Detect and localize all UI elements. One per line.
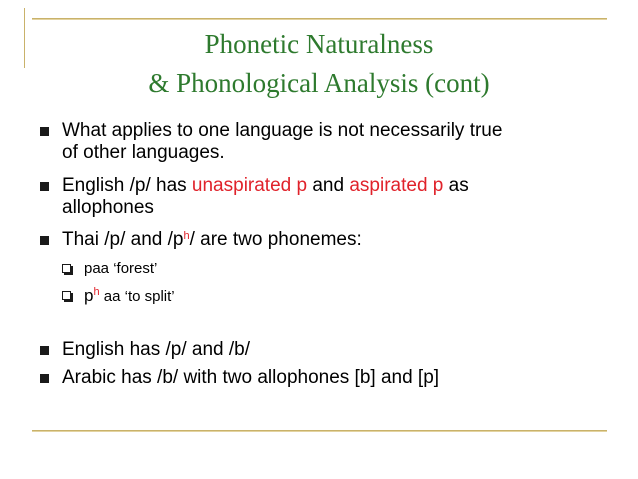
text-segment: as [443, 175, 469, 196]
bullet-text: English has /p/ and /b/ [62, 339, 251, 360]
box-bullet-icon [62, 264, 71, 273]
slide-title-line-1: Phonetic Naturalness [204, 29, 434, 59]
highlight-aspirated: aspirated p [349, 175, 444, 196]
bullet-text [62, 175, 622, 219]
slide-title-line-2: & Phonological Analysis (cont) [148, 68, 490, 98]
superscript-h: h [183, 230, 190, 242]
text-segment: Thai /p/ and /p [62, 229, 184, 250]
text-segment: and [307, 175, 350, 196]
square-bullet-icon [40, 182, 49, 191]
bullet-text: Arabic has /b/ with two allophones [b] and [p] [62, 367, 440, 388]
bullet-line: What applies to one language is not necessarily true [62, 120, 503, 141]
text-segment: / are two phonemes: [189, 229, 362, 250]
bullet-line [62, 229, 622, 251]
square-bullet-icon [40, 346, 49, 355]
subbullet-text: paa ‘forest’ [84, 260, 158, 277]
text-segment: English /p/ has [62, 175, 192, 196]
text-segment: aa ‘to split’ [99, 288, 175, 305]
bullet-text [62, 229, 622, 251]
bullet-line: allophones [62, 197, 154, 218]
bullet-line: of other languages. [62, 142, 225, 163]
square-bullet-icon [40, 374, 49, 383]
bullet-line [62, 175, 622, 197]
superscript-h: h [93, 286, 100, 298]
decorative-top-rule-shadow [32, 19, 607, 20]
bullet-text [62, 120, 622, 164]
text-segment: p [84, 286, 94, 305]
highlight-unaspirated: unaspirated p [191, 175, 308, 196]
decorative-bottom-rule-shadow [32, 431, 607, 432]
square-bullet-icon [40, 236, 49, 245]
square-bullet-icon [40, 127, 49, 136]
box-bullet-icon [62, 291, 71, 300]
subbullet-text [84, 286, 484, 307]
